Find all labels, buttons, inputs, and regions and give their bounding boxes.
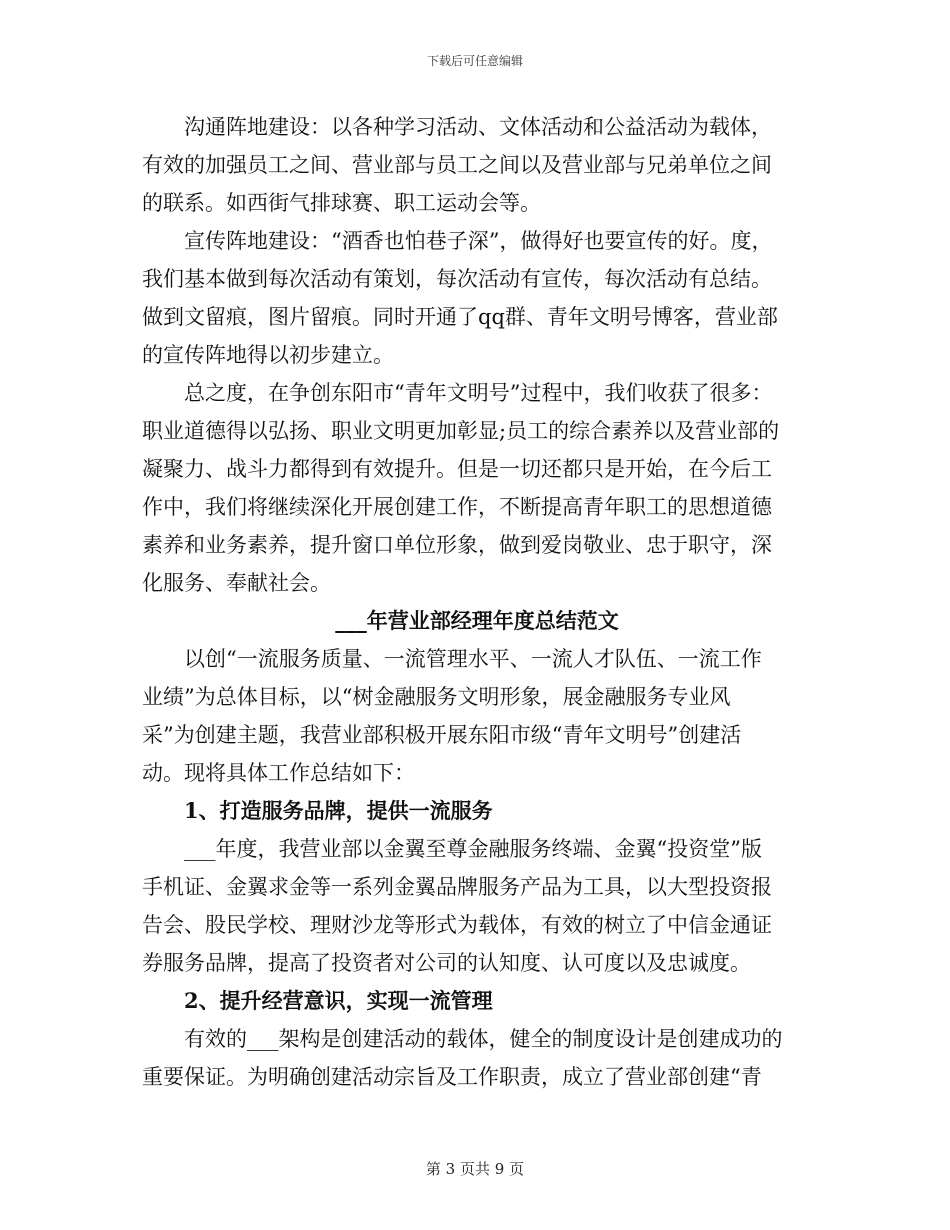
paragraph-line: 采”为创建主题，我营业部积极开展东阳市级“青年文明号”创建活: [142, 723, 742, 747]
paragraph-line: 动。现将具体工作总结如下：: [142, 761, 415, 785]
section-title: ___年营业部经理年度总结范文: [335, 608, 619, 633]
paragraph-line: 作中，我们将继续深化开展创建工作，不断提高青年职工的思想道德: [142, 495, 772, 519]
paragraph-line: 的联系。如西街气排球赛、职工运动会等。: [142, 191, 541, 215]
paragraph-line: 手机证、金翼求金等一系列金翼品牌服务产品为工具，以大型投资报: [142, 875, 772, 899]
paragraph-line: 凝聚力、战斗力都得到有效提升。但是一切还都只是开始，在今后工: [142, 457, 772, 481]
paragraph-line: 重要保证。为明确创建活动宗旨及工作职责，成立了营业部创建“青: [142, 1065, 762, 1089]
paragraph-line: 总之度，在争创东阳市“青年文明号”过程中，我们收获了很多：: [184, 381, 773, 405]
paragraph-line: 宣传阵地建设：“酒香也怕巷子深”，做得好也要宣传的好。度，: [184, 229, 773, 253]
paragraph-line: 以创“一流服务质量、一流管理水平、一流人才队伍、一流工作: [184, 647, 762, 671]
paragraph-line: 素养和业务素养，提升窗口单位形象，做到爱岗敬业、忠于职守，深: [142, 533, 772, 557]
paragraph-line: 的宣传阵地得以初步建立。: [142, 343, 394, 367]
paragraph-line: 做到文留痕，图片留痕。同时开通了qq群、青年文明号博客，营业部: [142, 305, 778, 329]
paragraph-line: 有效的加强员工之间、营业部与员工之间以及营业部与兄弟单位之间: [142, 153, 772, 177]
page-footer: 第 3 页共 9 页: [425, 1160, 525, 1178]
paragraph-line: 我们基本做到每次活动有策划，每次活动有宣传，每次活动有总结。: [142, 267, 772, 291]
paragraph-line: 券服务品牌，提高了投资者对公司的认知度、认可度以及忠诚度。: [142, 951, 751, 975]
paragraph-line: 有效的___架构是创建活动的载体，健全的制度设计是创建成功的: [184, 1027, 783, 1051]
paragraph-line: ___年度，我营业部以金翼至尊金融服务终端、金翼“投资堂”版: [184, 837, 762, 861]
paragraph-line: 职业道德得以弘扬、职业文明更加彰显;员工的综合素养以及营业部的: [142, 419, 780, 443]
document-body: [142, 108, 812, 1096]
subheading-2: 2、提升经营意识，实现一流管理: [184, 988, 493, 1013]
paragraph-line: 告会、股民学校、理财沙龙等形式为载体，有效的树立了中信金通证: [142, 913, 772, 937]
paragraph-line: 化服务、奉献社会。: [142, 571, 331, 595]
subheading-1: 1、打造服务品牌，提供一流服务: [184, 798, 493, 823]
paragraph-line: 业绩”为总体目标，以“树金融服务文明形象，展金融服务专业风: [142, 685, 731, 709]
page-header: 下载后可任意编辑: [426, 54, 523, 68]
paragraph-line: 沟通阵地建设：以各种学习活动、文体活动和公益活动为载体，: [184, 115, 772, 139]
